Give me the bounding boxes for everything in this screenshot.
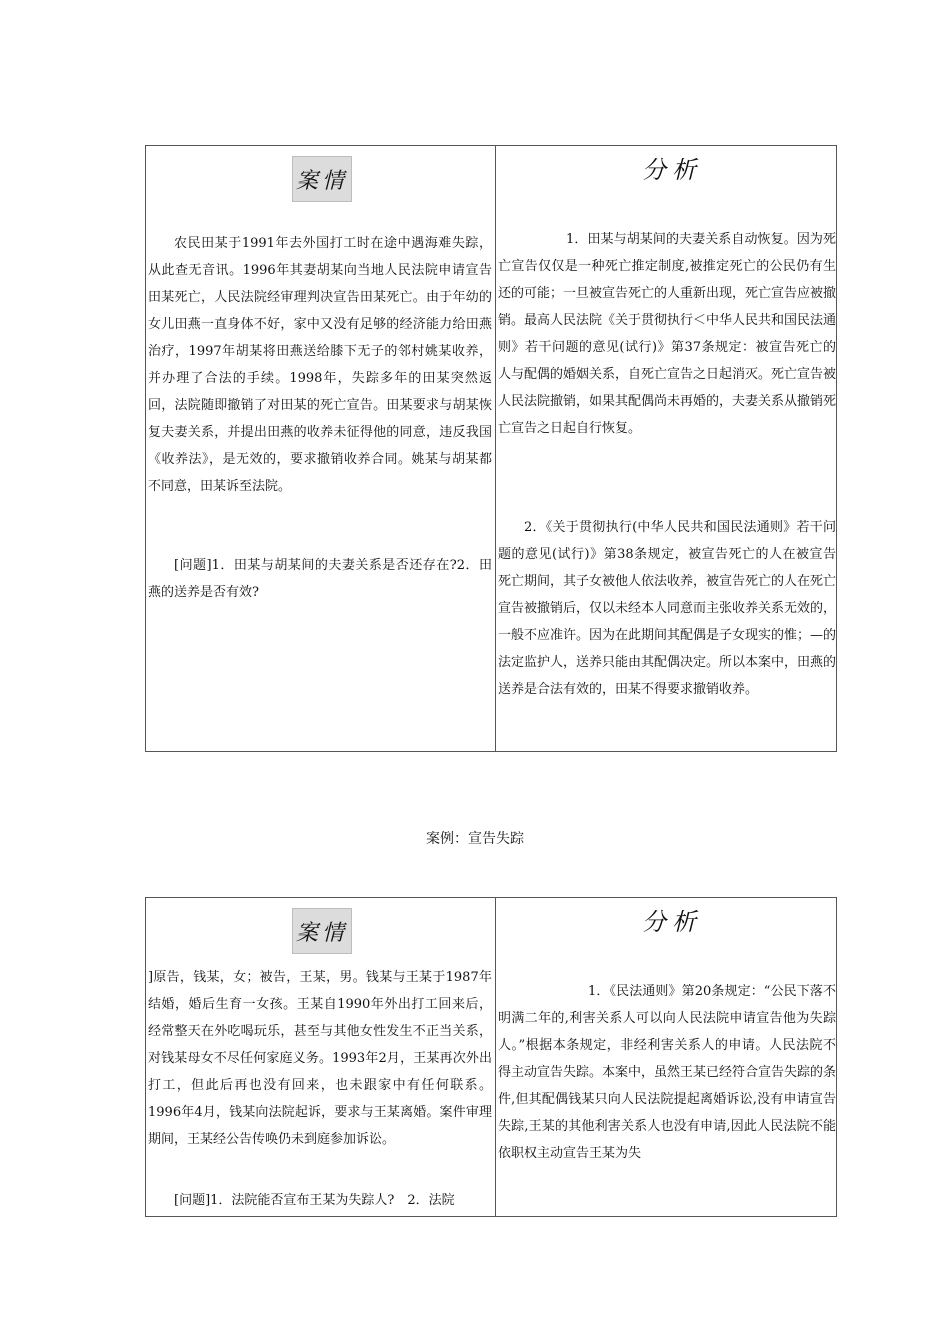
question-text-block [148, 1187, 492, 1214]
section-caption: 案例：宣告失踪 [426, 831, 524, 847]
analysis-header: 分析 [642, 156, 702, 184]
case-table-2 [145, 897, 837, 1217]
analysis-text-1 [498, 226, 836, 442]
case-paragraph: ]原告，钱某，女；被告，王某，男。钱某与王某于1987年结婚，婚后生育一女孩。王某自1990年外出打工回来后，经常整天在外吃喝玩乐，甚至与其他女性发生不正当关系，对钱某母女不尽任何家庭义务。1993年2月，王某再次外出打工，但此后再也没有回来，也未跟家中有任何联系。1996年4月，钱某向法院起诉，要求与王某离婚。案件审理期间，王某经公告传唤仍未到庭参加诉讼。 [148, 970, 492, 1147]
question-text-block [148, 552, 492, 606]
case-facts-column [146, 146, 496, 751]
case-facts-text [148, 230, 492, 500]
analysis-paragraph: 2．《关于贯彻执行(中华人民共和国民法通则》若干问题的意见(试行)》第38条规定，被宣告死亡的人在被宣告死亡期间，其子女被他人依法收养，被宣告死亡的人在死亡宣告被撤销后，仅以未经本人同意而主张收养关系无效的，一般不应准许。因为在此期间其配偶是子女现实的惟；—的法定监护人，送养只能由其配偶决定。所以本案中，田燕的送养是合法有效的，田某不得要求撤销收养。 [498, 520, 836, 697]
analysis-header: 分析 [642, 908, 702, 936]
case-facts-header: 案情 [292, 156, 352, 202]
analysis-text-2 [498, 514, 836, 703]
analysis-column [496, 898, 836, 1216]
case-paragraph: 农民田某于1991年去外国打工时在途中遇海难失踪，从此查无音讯。1996年其妻胡某向当地人民法院申请宣告田某死亡，人民法院经审理判决宣告田某死亡。由于年幼的女儿田燕一直身体不好，家中又没有足够的经济能力给田燕治疗，1997年胡某将田燕送给膝下无子的邻村姚某收养，并办理了合法的手续。1998年，失踪多年的田某突然返回，法院随即撤销了对田某的死亡宣告。田某要求与胡某恢复夫妻关系，并提出田燕的收养未征得他的同意，违反我国《收养法》，是无效的，要求撤销收养合同。姚某与胡某都不同意，田某诉至法院。 [148, 236, 492, 494]
case-table-1 [145, 145, 837, 752]
case-facts-header: 案情 [292, 908, 352, 954]
case-facts-column [146, 898, 496, 1216]
question-paragraph: [问题]1．田某与胡某间的夫妻关系是否还存在?2．田燕的送养是否有效? [148, 558, 492, 600]
analysis-text-1 [498, 978, 836, 1167]
case-facts-text [148, 964, 492, 1153]
analysis-column [496, 146, 836, 751]
question-paragraph: [问题]1．法院能否宣布王某为失踪人? 2．法院 [174, 1193, 455, 1208]
analysis-paragraph: 1．《民法通则》第20条规定：“公民下落不明满二年的,利害关系人可以向人民法院申请宣告他为失踪人。”根据本条规定，非经利害关系人的申请。人民法院不得主动宣告失踪。本案中，虽然王某已经符合宣告失踪的条件,但其配偶钱某只向人民法院提起离婚诉讼,没有申请宣告失踪,王某的其他利害关系人也没有申请,因此人民法院不能依职权主动宣告王某为失 [498, 984, 836, 1161]
analysis-paragraph: 1．田某与胡某间的夫妻关系自动恢复。因为死亡宣告仅仅是一种死亡推定制度,被推定死亡的公民仍有生还的可能；一旦被宣告死亡的人重新出现，死亡宣告应被撤销。最高人民法院《关于贯彻执行＜中华人民共和国民法通则》若干问题的意见(试行)》第37条规定：被宣告死亡的人与配偶的婚姻关系，自死亡宣告之日起消灭。死亡宣告被人民法院撤销，如果其配偶尚未再婚的，夫妻关系从撤销死亡宣告之日起自行恢复。 [498, 232, 836, 436]
